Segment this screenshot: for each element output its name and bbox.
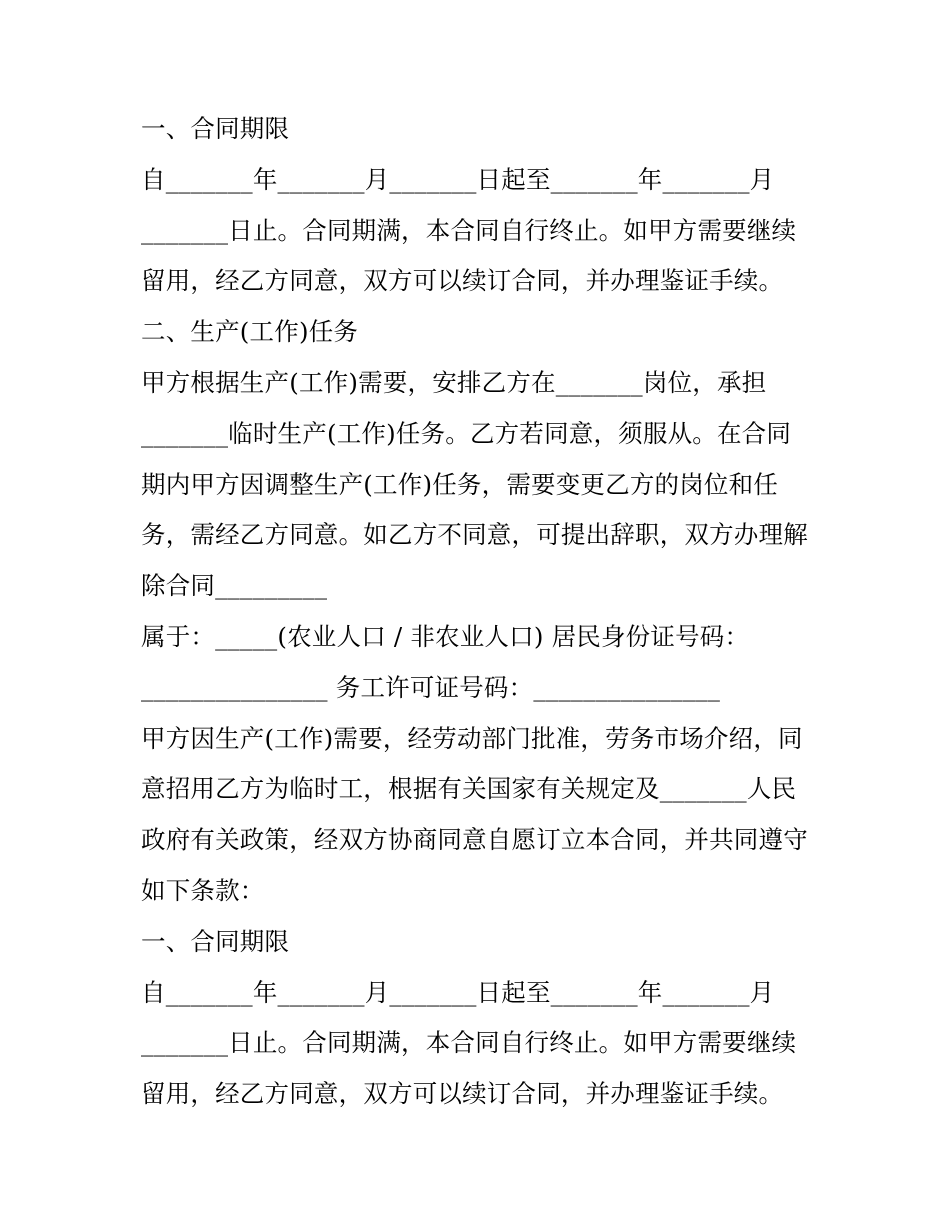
section-heading-term-repeat: 一、合同期限 — [141, 926, 290, 956]
identity-line: 属于：_____(农业人口 / 非农业人口) 居民身份证号码： — [141, 621, 750, 651]
term-date-line-repeat: 自_______年_______月_______日起至_______年_______月 — [141, 977, 775, 1007]
section-heading-term: 一、合同期限 — [141, 114, 290, 143]
preamble-line-2: 意招用乙方为临时工，根据有关国家有关规定及_______人民 — [141, 774, 797, 804]
term-renewal-line: 留用，经乙方同意，双方可以续订合同，并办理鉴证手续。 — [141, 266, 784, 296]
id-permit-line: _______________ 务工许可证号码：_______________ — [141, 672, 721, 702]
term-end-line: _______日止。合同期满，本合同自行终止。如甲方需要继续 — [141, 215, 797, 245]
preamble-line-3: 政府有关政策，经双方协商同意自愿订立本合同，并共同遵守 — [141, 825, 808, 855]
term-date-line: 自_______年_______月_______日起至_______年_______月 — [141, 164, 775, 194]
task-line-5: 除合同_________ — [141, 571, 328, 601]
task-line-1: 甲方根据生产(工作)需要，安排乙方在_______岗位，承担 — [141, 367, 767, 397]
term-renewal-line-repeat: 留用，经乙方同意，双方可以续订合同，并办理鉴证手续。 — [141, 1079, 784, 1109]
task-line-4: 务，需经乙方同意。如乙方不同意，可提出辞职，双方办理解 — [141, 520, 808, 550]
section-heading-task: 二、生产(工作)任务 — [141, 317, 359, 347]
task-line-2: _______临时生产(工作)任务。乙方若同意，须服从。在合同 — [141, 418, 792, 448]
task-line-3: 期内甲方因调整生产(工作)任务，需要变更乙方的岗位和任 — [141, 469, 779, 499]
term-end-line-repeat: _______日止。合同期满，本合同自行终止。如甲方需要继续 — [141, 1028, 797, 1058]
preamble-line-4: 如下条款： — [141, 875, 265, 905]
contract-document — [141, 104, 821, 1120]
preamble-line-1: 甲方因生产(工作)需要，经劳动部门批准，劳务市场介绍，同 — [141, 723, 803, 753]
